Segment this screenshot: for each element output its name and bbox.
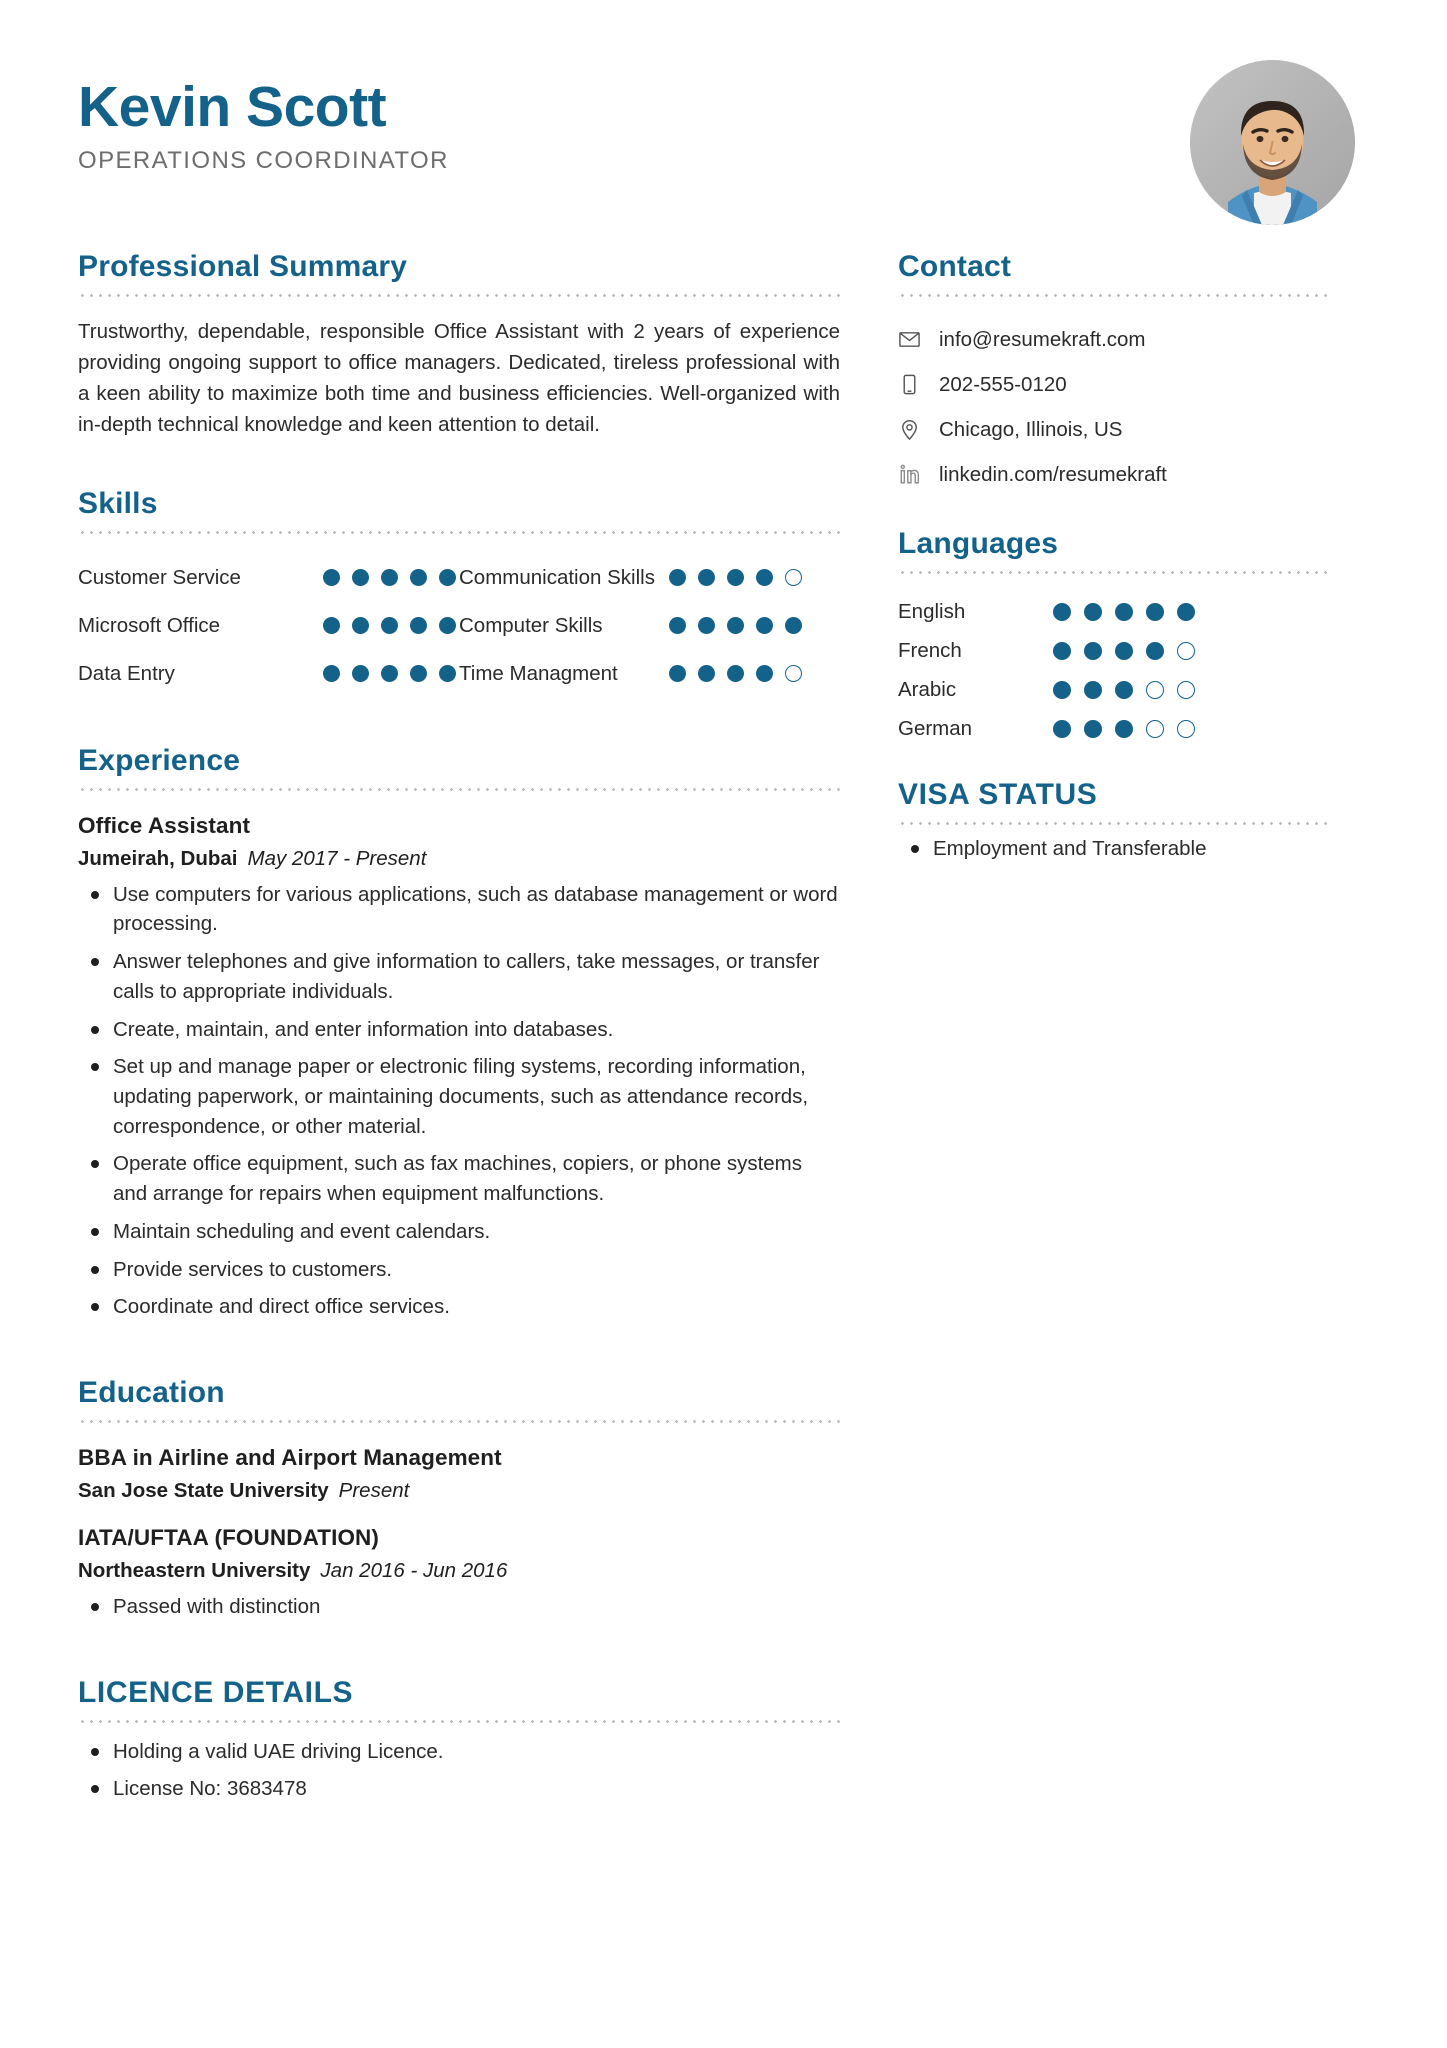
linkedin-icon [898, 463, 928, 486]
education-dates: Jan 2016 - Jun 2016 [320, 1558, 508, 1582]
section-skills [78, 487, 840, 698]
rating-dot-filled [1115, 603, 1133, 621]
skill-row [459, 650, 840, 698]
skill-row [78, 650, 459, 698]
job-bullet: Operate office equipment, such as fax machines, copiers, or phone systems and arrange for repairs when equipment malfunctions. [78, 1149, 840, 1208]
language-row [898, 631, 1328, 670]
language-rating [1053, 642, 1195, 660]
section-title-summary: Professional Summary [78, 250, 408, 283]
job-bullet: Set up and manage paper or electronic filing systems, recording information, updating paperwork, or maintaining documents, such as attendance records, correspondence, or other material. [78, 1052, 840, 1141]
rating-dot-filled [669, 569, 686, 586]
rating-dot-filled [669, 617, 686, 634]
candidate-name: Kevin Scott [78, 75, 387, 139]
job-title: Office Assistant [78, 812, 251, 838]
licence-item: Holding a valid UAE driving Licence. [78, 1737, 840, 1767]
section-title-visa: VISA STATUS [898, 778, 1098, 811]
skill-name: Data Entry [78, 661, 175, 685]
section-contact [898, 250, 1328, 497]
job-bullet: Answer telephones and give information to callers, take messages, or transfer calls to appropriate individuals. [78, 947, 840, 1006]
avatar-photo-icon [1190, 60, 1355, 225]
rating-dot-filled [1053, 603, 1071, 621]
section-licence-details [78, 1676, 840, 1804]
skill-rating [323, 569, 456, 586]
section-title-skills: Skills [78, 486, 158, 520]
job-bullet: Maintain scheduling and event calendars. [78, 1217, 840, 1247]
language-row [898, 670, 1328, 709]
job-dates: May 2017 - Present [247, 846, 427, 870]
skill-rating [669, 665, 802, 682]
visa-list [898, 834, 1328, 864]
rating-dot-filled [1115, 720, 1133, 738]
rating-dot-filled [1084, 681, 1102, 699]
skill-name: Customer Service [78, 565, 241, 589]
resume-header [78, 60, 1369, 250]
section-title-languages: Languages [898, 527, 1059, 560]
avatar [1190, 60, 1355, 225]
rating-dot-filled [1146, 603, 1164, 621]
contact-row[interactable] [898, 362, 1328, 407]
contact-value: 202-555-0120 [939, 372, 1067, 396]
language-rating [1053, 720, 1195, 738]
rating-dot-filled [727, 665, 744, 682]
language-name: Arabic [898, 677, 957, 701]
rating-dot-filled [1084, 642, 1102, 660]
skill-rating [323, 665, 456, 682]
skill-row [78, 554, 459, 602]
job-organization: Jumeirah, Dubai [78, 846, 238, 870]
rating-dot-filled [323, 665, 340, 682]
rating-dot-filled [1177, 603, 1195, 621]
rating-dot-filled [727, 617, 744, 634]
contact-list [898, 317, 1328, 497]
rating-dot-filled [381, 665, 398, 682]
rating-dot-filled [669, 665, 686, 682]
rating-dot-filled [756, 617, 773, 634]
rating-dot-filled [1115, 642, 1133, 660]
education-list [78, 1445, 840, 1622]
contact-value: info@resumekraft.com [939, 327, 1146, 351]
rating-dot-empty [1177, 681, 1195, 699]
rating-dot-filled [410, 665, 427, 682]
divider [898, 822, 1328, 825]
location-pin-icon [898, 418, 928, 441]
skill-row [459, 554, 840, 602]
skill-name: Computer Skills [459, 613, 603, 637]
education-degree: IATA/UFTAA (FOUNDATION) [78, 1524, 379, 1550]
contact-row[interactable] [898, 452, 1328, 497]
rating-dot-empty [1177, 642, 1195, 660]
section-languages [898, 527, 1328, 748]
education-school: Northeastern University [78, 1558, 311, 1582]
licence-list [78, 1737, 840, 1804]
divider [898, 294, 1328, 297]
rating-dot-empty [785, 665, 802, 682]
rating-dot-filled [323, 569, 340, 586]
rating-dot-empty [1146, 681, 1164, 699]
language-rating [1053, 603, 1195, 621]
rating-dot-filled [352, 665, 369, 682]
rating-dot-empty [1146, 720, 1164, 738]
contact-value: Chicago, Illinois, US [939, 417, 1123, 441]
skills-column-right [459, 554, 840, 698]
left-column [78, 250, 898, 1812]
phone-icon [898, 373, 928, 396]
skill-rating [669, 569, 802, 586]
job-bullet: Use computers for various applications, such as database management or word processing. [78, 880, 840, 939]
divider [78, 1720, 840, 1723]
education-bullet: Passed with distinction [78, 1592, 840, 1622]
section-professional-summary [78, 250, 840, 441]
language-name: English [898, 599, 966, 623]
rating-dot-filled [1084, 603, 1102, 621]
rating-dot-filled [410, 617, 427, 634]
rating-dot-filled [1053, 642, 1071, 660]
section-title-contact: Contact [898, 250, 1012, 283]
rating-dot-filled [352, 569, 369, 586]
rating-dot-filled [381, 617, 398, 634]
job-bullet: Coordinate and direct office services. [78, 1292, 840, 1322]
job-bullets [78, 880, 840, 1322]
job-bullet: Create, maintain, and enter information into databases. [78, 1015, 840, 1045]
education-meta [78, 1479, 840, 1503]
section-title-education: Education [78, 1375, 225, 1409]
rating-dot-empty [785, 569, 802, 586]
rating-dot-filled [323, 617, 340, 634]
skill-rating [323, 617, 456, 634]
skill-row [78, 602, 459, 650]
visa-item: Employment and Transferable [898, 834, 1328, 864]
divider [78, 788, 840, 791]
rating-dot-filled [381, 569, 398, 586]
skill-name: Time Managment [459, 661, 618, 685]
education-bullets [78, 1592, 840, 1622]
rating-dot-filled [698, 617, 715, 634]
experience-list [78, 813, 840, 1322]
divider [898, 571, 1328, 574]
rating-dot-filled [1146, 642, 1164, 660]
skill-name: Microsoft Office [78, 613, 221, 637]
rating-dot-filled [410, 569, 427, 586]
rating-dot-filled [698, 665, 715, 682]
language-name: French [898, 638, 962, 662]
resume-body [78, 250, 1369, 1812]
licence-item: License No: 3683478 [78, 1774, 840, 1804]
job-bullet: Provide services to customers. [78, 1255, 840, 1285]
section-title-experience: Experience [78, 743, 241, 777]
language-row [898, 709, 1328, 748]
rating-dot-filled [1084, 720, 1102, 738]
language-row [898, 592, 1328, 631]
education-dates: Present [338, 1478, 410, 1502]
language-list [898, 592, 1328, 748]
skill-name: Communication Skills [459, 565, 655, 589]
rating-dot-filled [756, 665, 773, 682]
right-column [898, 250, 1328, 1812]
rating-dot-empty [1177, 720, 1195, 738]
rating-dot-filled [439, 665, 456, 682]
rating-dot-filled [785, 617, 802, 634]
divider [78, 1420, 840, 1423]
skill-row [459, 602, 840, 650]
education-school: San Jose State University [78, 1478, 329, 1502]
rating-dot-filled [1115, 681, 1133, 699]
skills-column-left [78, 554, 459, 698]
section-experience [78, 744, 840, 1322]
section-visa-status [898, 778, 1328, 864]
contact-row[interactable] [898, 317, 1328, 362]
language-name: German [898, 716, 973, 740]
rating-dot-filled [439, 617, 456, 634]
divider [78, 531, 840, 534]
rating-dot-filled [352, 617, 369, 634]
rating-dot-filled [1053, 720, 1071, 738]
header-text-group [78, 60, 449, 175]
section-title-licence: LICENCE DETAILS [78, 1675, 354, 1709]
contact-row[interactable] [898, 407, 1328, 452]
rating-dot-filled [727, 569, 744, 586]
rating-dot-filled [439, 569, 456, 586]
education-meta [78, 1559, 840, 1583]
contact-value: linkedin.com/resumekraft [939, 462, 1167, 486]
rating-dot-filled [698, 569, 715, 586]
skill-rating [669, 617, 802, 634]
candidate-job-title: OPERATIONS COORDINATOR [78, 146, 449, 174]
job-meta [78, 847, 840, 871]
summary-text: Trustworthy, dependable, responsible Office Assistant with 2 years of experience providing ongoing support to office managers. Dedicated, tireless professional with a keen ability to maximize both time and business efficiencies. Well-organized with in-depth technical knowledge and keen attention to detail. [78, 320, 840, 437]
envelope-icon [898, 328, 928, 351]
education-degree: BBA in Airline and Airport Management [78, 1444, 502, 1470]
divider [78, 294, 840, 297]
rating-dot-filled [1053, 681, 1071, 699]
rating-dot-filled [756, 569, 773, 586]
language-rating [1053, 681, 1195, 699]
section-education [78, 1376, 840, 1622]
